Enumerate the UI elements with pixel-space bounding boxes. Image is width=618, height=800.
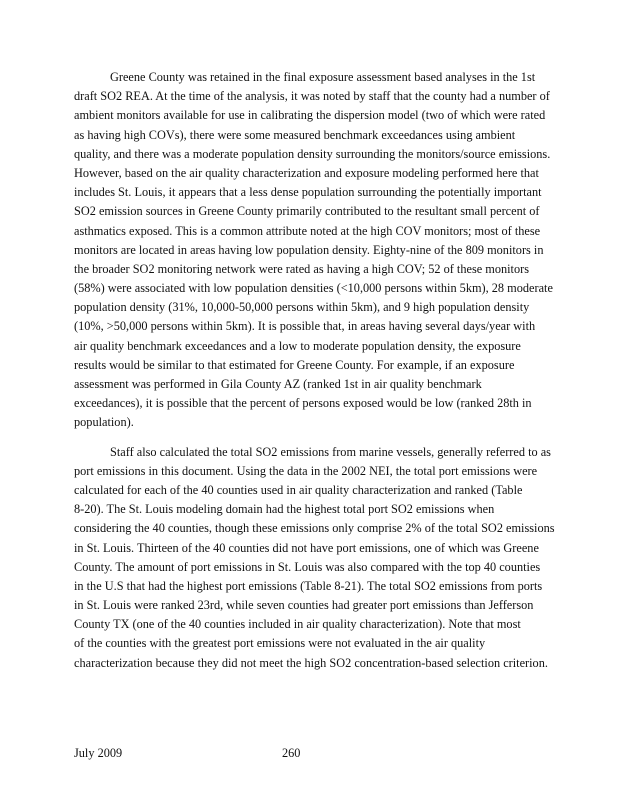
text-line: However, based on the air quality characterization and exposure modeling performed here that xyxy=(74,165,539,180)
text-line: ambient monitors available for use in calibrating the dispersion model (two of which were rated xyxy=(74,108,546,123)
text-line: in St. Louis. Thirteen of the 40 counties did not have port emissions, one of which was Greene xyxy=(74,540,539,555)
text-line: in the U.S that had the highest port emissions (Table 8-21). The total SO2 emissions from ports xyxy=(74,578,543,593)
text-line: the broader SO2 monitoring network were rated as having a high COV; 52 of these monitors xyxy=(74,261,529,276)
text-line: includes St. Louis, it appears that a less dense population surrounding the potentially important xyxy=(74,185,542,200)
document-body xyxy=(74,68,579,673)
text-line: County TX (one of the 40 counties included in air quality characterization). Note that most xyxy=(74,617,521,632)
text-line: in St. Louis were ranked 23rd, while seven counties had greater port emissions than Jefferson xyxy=(74,598,534,613)
text-line: quality, and there was a moderate population density surrounding the monitors/source emissions. xyxy=(74,146,551,161)
text-line: as having high COVs), there were some measured benchmark exceedances using ambient xyxy=(74,127,516,142)
text-line: (58%) were associated with low population densities (<10,000 persons within 5km), 28 moderate xyxy=(74,281,553,296)
text-line: Staff also calculated the total SO2 emissions from marine vessels, generally referred to as xyxy=(110,444,551,459)
text-line: draft SO2 REA. At the time of the analysis, it was noted by staff that the county had a number of xyxy=(74,89,550,104)
text-line: (10%, >50,000 persons within 5km). It is possible that, in areas having several days/year with xyxy=(74,319,536,334)
text-line: 8-20). The St. Louis modeling domain had the highest total port SO2 emissions when xyxy=(74,502,495,517)
paragraph-1 xyxy=(74,68,579,433)
page-number: 260 xyxy=(282,746,301,760)
text-line: asthmatics exposed. This is a common attribute noted at the high COV monitors; most of these xyxy=(74,223,541,238)
text-line: results would be similar to that estimated for Greene County. For example, if an exposure xyxy=(74,357,515,372)
text-line: port emissions in this document. Using the data in the 2002 NEI, the total port emissions were xyxy=(74,463,538,478)
text-line: population). xyxy=(74,415,134,430)
text-line: exceedances), it is possible that the percent of persons exposed would be low (ranked 28th in xyxy=(74,396,532,411)
text-line: considering the 40 counties, though these emissions only comprise 2% of the total SO2 emissions xyxy=(74,521,555,536)
text-line: SO2 emission sources in Greene County primarily contributed to the resultant small percent of xyxy=(74,204,540,219)
text-line: air quality benchmark exceedances and a low to moderate population density, the exposure xyxy=(74,338,521,353)
footer-date: July 2009 xyxy=(74,746,123,760)
text-line: assessment was performed in Gila County AZ (ranked 1st in air quality benchmark xyxy=(74,377,482,391)
text-line: population density (31%, 10,000-50,000 persons within 5km), and 9 high population density xyxy=(74,300,530,315)
text-line: calculated for each of the 40 counties used in air quality characterization and ranked (Table xyxy=(74,482,523,497)
text-line: Greene County was retained in the final exposure assessment based analyses in the 1st xyxy=(110,70,536,84)
text-line: County. The amount of port emissions in St. Louis was also compared with the top 40 counties xyxy=(74,559,541,574)
text-line: characterization because they did not meet the high SO2 concentration-based selection criterion. xyxy=(74,655,548,670)
paragraph-2 xyxy=(74,443,579,673)
text-line: of the counties with the greatest port emissions were not evaluated in the air quality xyxy=(74,636,486,651)
text-line: monitors are located in areas having low population density. Eighty-nine of the 809 monitors in xyxy=(74,242,544,257)
